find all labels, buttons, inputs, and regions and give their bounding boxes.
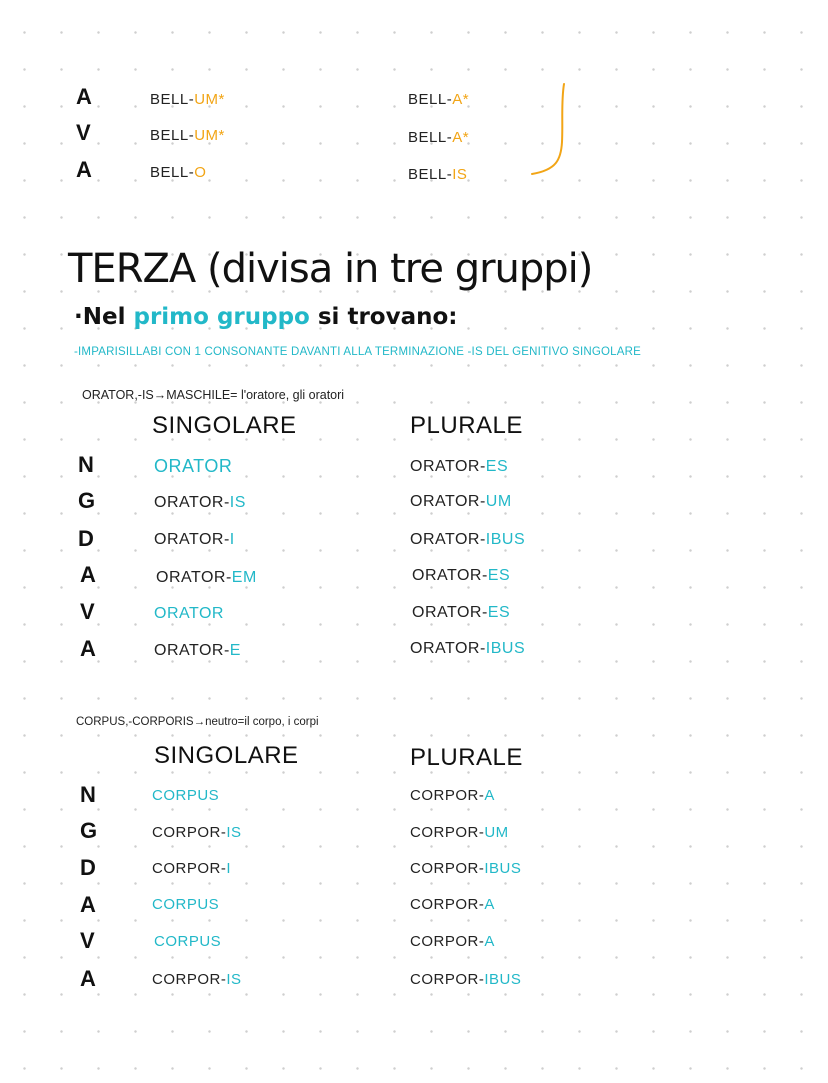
plural-form: BELL-IS [408, 166, 468, 183]
case-letter: A [80, 892, 96, 917]
section-subtitle: ·Nel primo gruppo si trovano: [74, 304, 458, 330]
singular-form: BELL-O [150, 164, 207, 181]
singular-form: CORPUS [152, 787, 220, 804]
case-letter: N [78, 452, 94, 477]
case-letter: V [80, 928, 95, 953]
case-letter: V [80, 599, 95, 624]
singular-form: ORATOR [154, 456, 233, 476]
plural-form: CORPOR-A [410, 787, 495, 804]
case-letter: N [80, 782, 96, 807]
plural-form: ORATOR-ES [412, 567, 511, 584]
plural-form: BELL-A* [408, 91, 470, 108]
subtitle-highlight: primo gruppo [133, 304, 310, 330]
singular-form: ORATOR-IS [154, 494, 246, 511]
singular-form: ORATOR [154, 605, 224, 622]
plural-form: ORATOR-IBUS [410, 531, 526, 548]
section-title: TERZA (divisa in tre gruppi) [68, 246, 593, 292]
header-plural: PLURALE [410, 412, 523, 439]
singular-form: ORATOR-EM [156, 569, 257, 586]
plural-form: ORATOR-IBUS [410, 640, 526, 657]
case-letter: V [76, 120, 91, 145]
singular-form: CORPOR-IS [152, 824, 242, 841]
case-letter: D [80, 855, 96, 880]
singular-form: CORPOR-I [152, 860, 232, 877]
case-letter: G [78, 488, 96, 513]
plural-form: ORATOR-ES [412, 604, 511, 621]
plural-form: CORPOR-IBUS [410, 971, 522, 988]
singular-form: BELL-UM* [150, 91, 225, 108]
table-note: ORATOR,-IS→MASCHILE= l'oratore, gli oratori [82, 388, 345, 402]
header-singular: SINGOLARE [152, 412, 297, 439]
case-letter: A [80, 562, 96, 587]
case-letter: A [80, 966, 96, 991]
header-plural: PLURALE [410, 744, 523, 771]
plural-form: CORPOR-A [410, 896, 495, 913]
rule-note: -IMPARISILLABI CON 1 CONSONANTE DAVANTI ALLA TERMINAZIONE -IS DEL GENITIVO SINGOLARE [74, 346, 642, 358]
singular-form: CORPOR-IS [152, 971, 242, 988]
plural-form: BELL-A* [408, 129, 470, 146]
plural-form: ORATOR-ES [410, 458, 509, 475]
singular-form: ORATOR-E [154, 642, 241, 659]
table-note: CORPUS,-CORPORIS→neutro=il corpo, i corpi [76, 716, 319, 728]
orange-bracket-icon [530, 82, 570, 182]
singular-form: BELL-UM* [150, 127, 225, 144]
case-letter: A [76, 84, 92, 109]
plural-form: CORPOR-A [410, 933, 495, 950]
singular-form: CORPUS [154, 933, 222, 950]
case-letter: D [78, 526, 94, 551]
singular-form: ORATOR-I [154, 531, 235, 548]
plural-form: CORPOR-IBUS [410, 860, 522, 877]
case-letter: G [80, 818, 98, 843]
plural-form: CORPOR-UM [410, 824, 509, 841]
plural-form: ORATOR-UM [410, 493, 512, 510]
singular-form: CORPUS [152, 896, 220, 913]
case-letter: A [76, 157, 92, 182]
header-singular: SINGOLARE [154, 742, 299, 769]
case-letter: A [80, 636, 96, 661]
